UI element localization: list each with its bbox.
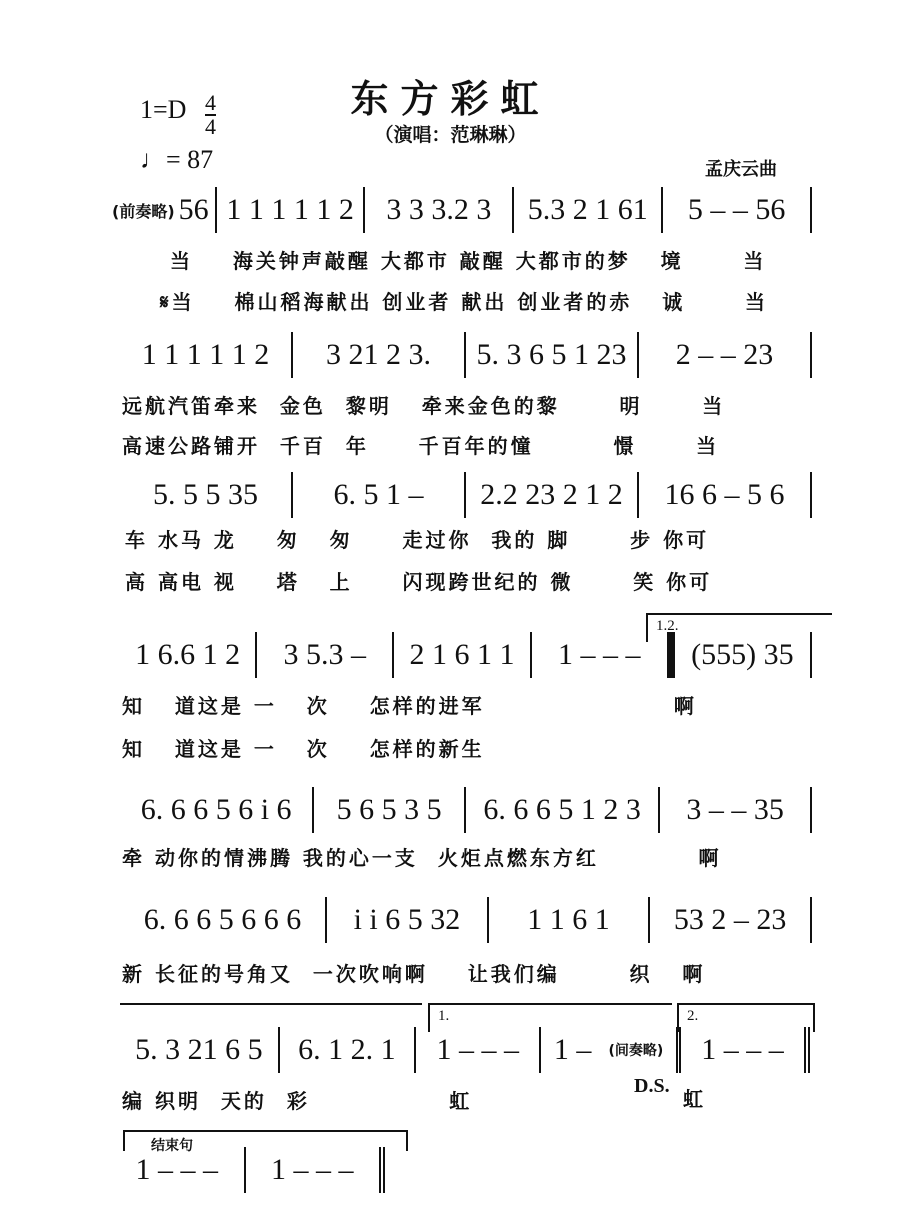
- lyric-line: 牵 动你的情沸腾 我的心一支 火炬点燃东方红 啊: [122, 846, 722, 870]
- singer-credit: （演唱：范琳琳）: [374, 124, 527, 146]
- measure: 1 1 6 1: [489, 897, 651, 943]
- measure: 5 – – 56: [663, 187, 812, 233]
- measure: 6. 6 6 5 6 i 6: [120, 787, 314, 833]
- measure-notes: 1 –: [553, 1033, 592, 1066]
- measure: 1 – – –: [246, 1147, 386, 1193]
- staff-system-2: [120, 330, 812, 380]
- lyric-line: 编 织明 天的 彩 虹: [122, 1089, 473, 1113]
- staff-system-4: [120, 630, 812, 680]
- interlude-note: (间奏略): [608, 1043, 664, 1059]
- meter-top: 4: [205, 90, 216, 115]
- measure: 5.3 2 1 61: [514, 187, 663, 233]
- measure: 6. 6 6 5 6 6 6: [120, 897, 327, 943]
- measure: 1 – – –: [416, 1027, 541, 1073]
- lyric-line: 知 道这是 一 次 怎样的进军 啊: [122, 694, 697, 718]
- staff-system-6: [120, 895, 812, 945]
- lyric-line: 虹: [683, 1087, 706, 1111]
- staff-system-5: [120, 785, 812, 835]
- bracket-line: [120, 1003, 422, 1005]
- measure: 1 1 1 1 1 2: [215, 187, 366, 233]
- measure: 1 – – –: [681, 1027, 810, 1073]
- pickup-notes: 56: [178, 193, 209, 226]
- lyric-line: 高速公路铺开 千百 年 千百年的憧 憬 当: [122, 434, 720, 458]
- measure: 3 5.3 –: [257, 632, 394, 678]
- prelude-note: (前奏略): [112, 201, 175, 221]
- lyric-line: 高 高电 视 塔 上 闪现跨世纪的 微 笑 你可: [125, 570, 713, 594]
- measure: 5. 3 21 6 5: [120, 1027, 280, 1073]
- measure: 2 – – 23: [639, 332, 812, 378]
- staff-system-8: [110, 1145, 385, 1195]
- measure: 2 1 6 1 1: [394, 632, 531, 678]
- lyric-line: 新 长征的号角又 一次吹响啊 让我们编 织 啊: [122, 962, 706, 986]
- lyric-line: 𝄋当 棉山稻海献出 创业者 献出 创业者的赤 诚 当: [160, 290, 769, 314]
- measure: 1 1 1 1 1 2: [120, 332, 293, 378]
- measure: 1 6.6 1 2: [120, 632, 257, 678]
- tempo-marking: ♩= 87: [140, 145, 214, 174]
- volta-first-ending: 1.: [428, 1003, 672, 1032]
- measure: 16 6 – 5 6: [639, 472, 812, 518]
- measure: 5. 5 5 35: [120, 472, 293, 518]
- measure: 6. 1 2. 1: [280, 1027, 417, 1073]
- composer-credit: 孟庆云曲: [705, 159, 777, 180]
- measure: 53 2 – 23: [650, 897, 812, 943]
- measure: 3 21 2 3.: [293, 332, 466, 378]
- ending-bracket: 结束句: [123, 1130, 408, 1151]
- dal-segno-marking: D.S.: [634, 1075, 670, 1097]
- measure: 5 6 5 3 5: [314, 787, 466, 833]
- meter-bottom: 4: [205, 114, 216, 139]
- measure: 2.2 23 2 1 2: [466, 472, 639, 518]
- measure: 6. 5 1 –: [293, 472, 466, 518]
- measure: 1 – – –: [532, 632, 669, 678]
- measure: 6. 6 6 5 1 2 3: [466, 787, 660, 833]
- measure: 5. 3 6 5 1 23: [466, 332, 639, 378]
- measure: 3 3 3.2 3: [365, 187, 514, 233]
- measure: 3 – – 35: [660, 787, 812, 833]
- measure: (555) 35: [669, 632, 812, 678]
- lyric-line: 知 道这是 一 次 怎样的新生: [122, 737, 485, 761]
- lyric-line: 远航汽笛牵来 金色 黎明 牵来金色的黎 明 当: [122, 394, 726, 418]
- key-signature: 1=D: [140, 95, 187, 124]
- measure: 1 – – –: [110, 1147, 246, 1193]
- time-signature: [205, 92, 216, 138]
- song-title: 东方彩虹: [350, 77, 551, 121]
- measure: [541, 1027, 681, 1073]
- staff-system-7: [120, 1025, 810, 1075]
- lyric-line: 车 水马 龙 匆 匆 走过你 我的 脚 步 你可: [125, 528, 710, 552]
- volta-second-ending: 2.: [677, 1003, 815, 1032]
- lyric-line: 当 海关钟声敲醒 大都市 敲醒 大都市的梦 境 当: [170, 249, 767, 273]
- measure: i i 6 5 32: [327, 897, 489, 943]
- volta-bracket: 1.2.: [646, 613, 832, 642]
- staff-system-3: [120, 470, 812, 520]
- staff-system-1: [112, 185, 812, 235]
